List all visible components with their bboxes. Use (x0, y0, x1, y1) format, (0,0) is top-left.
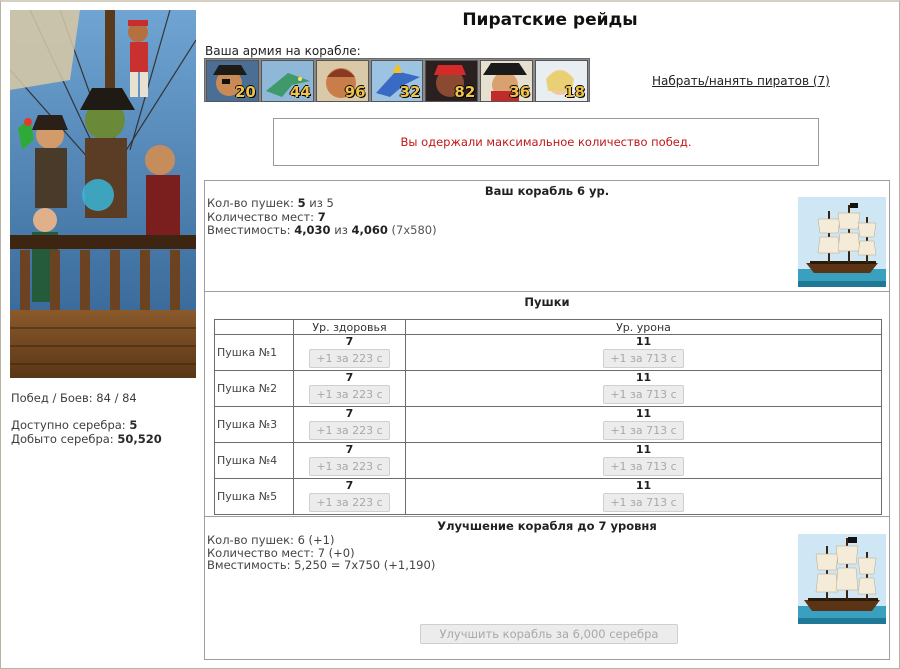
header-health: Ур. здоровья (294, 320, 406, 335)
table-row (215, 479, 882, 515)
upgrade-health-button[interactable]: +1 за 223 с (309, 457, 389, 476)
wins-battles-value: 84 / 84 (96, 391, 137, 405)
health-level: 7 (345, 479, 354, 492)
army-label: Ваша армия на корабле: (205, 44, 361, 58)
cannons-heading: Пушки (524, 295, 570, 309)
unit-slot[interactable] (371, 60, 424, 102)
silver-mined-line: Добыто серебра: 50,520 (11, 432, 162, 446)
table-row (215, 443, 882, 479)
upgrade-health-button[interactable]: +1 за 223 с (309, 349, 389, 368)
unit-count: 82 (454, 83, 476, 101)
page-title: Пиратские рейды (462, 10, 638, 30)
cannons-section (205, 292, 889, 517)
upgrade-health-button[interactable]: +1 за 223 с (309, 493, 389, 512)
health-level: 7 (345, 407, 354, 420)
unit-slot[interactable] (480, 60, 533, 102)
unit-slot[interactable] (425, 60, 478, 102)
ship-level-7-icon (798, 534, 886, 624)
battle-stats (11, 391, 162, 446)
cannons-count-line: Кол-во пушек: 5 из 5 (207, 196, 334, 210)
header-empty-cell (215, 320, 294, 335)
upgrade-cannons-line: Кол-во пушек: 6 (+1) (207, 533, 335, 547)
damage-level: 11 (635, 371, 652, 384)
ship-upgrade-section (205, 517, 889, 659)
upgrade-damage-button[interactable]: +1 за 713 с (603, 457, 683, 476)
health-level: 7 (345, 371, 354, 384)
upgrade-seats-line: Количество мест: 7 (+0) (207, 545, 355, 560)
upgrade-damage-button[interactable]: +1 за 713 с (603, 349, 683, 368)
ship-level-6-icon (798, 197, 886, 287)
table-row (215, 335, 882, 371)
hire-pirates-link[interactable]: Набрать/нанять пиратов (7) (652, 74, 830, 88)
pirate-crew-artwork (10, 10, 196, 378)
upgrade-health-button[interactable]: +1 за 223 с (309, 385, 389, 404)
current-ship-section (205, 181, 889, 292)
upgrade-capacity-line: Вместимость: 5,250 = 7x750 (+1,190) (207, 558, 436, 572)
unit-slot[interactable] (316, 60, 369, 102)
unit-count: 20 (234, 83, 256, 101)
silver-available-value: 5 (129, 418, 138, 432)
upgrade-damage-button[interactable]: +1 за 713 с (603, 493, 683, 512)
upgrade-ship-button[interactable]: Улучшить корабль за 6,000 серебра (420, 624, 678, 644)
damage-level: 11 (635, 443, 652, 456)
table-header-row (215, 320, 882, 335)
damage-level: 11 (635, 407, 652, 420)
unit-count: 96 (344, 83, 366, 101)
upgrade-heading: Улучшение корабля до 7 уровня (437, 519, 657, 533)
silver-available-line: Доступно серебра: 5 (11, 418, 138, 432)
unit-count: 36 (509, 83, 531, 101)
upgrade-damage-button[interactable]: +1 за 713 с (603, 385, 683, 404)
unit-count: 32 (399, 83, 421, 101)
unit-count: 44 (289, 83, 311, 101)
upgrade-health-button[interactable]: +1 за 223 с (309, 421, 389, 440)
ship-panel (204, 180, 890, 660)
cannon-name: Пушка №4 (215, 443, 294, 479)
unit-slot[interactable] (206, 60, 259, 102)
silver-mined-value: 50,520 (117, 432, 162, 446)
upgrade-damage-button[interactable]: +1 за 713 с (603, 421, 683, 440)
header-damage: Ур. урона (406, 320, 882, 335)
table-row (215, 407, 882, 443)
seats-count-line: Количество мест: 7 (207, 209, 326, 224)
health-level: 7 (345, 335, 354, 348)
unit-slot[interactable] (261, 60, 314, 102)
cannon-name: Пушка №5 (215, 479, 294, 515)
health-level: 7 (345, 443, 354, 456)
damage-level: 11 (635, 479, 652, 492)
upgrade-info (207, 534, 435, 572)
wins-battles-line: Побед / Боев: 84 / 84 (11, 391, 137, 405)
damage-level: 11 (635, 335, 652, 348)
capacity-line: Вместимость: 4,030 из 4,060 (7x580) (207, 223, 437, 237)
cannon-name: Пушка №3 (215, 407, 294, 443)
unit-slot[interactable] (535, 60, 588, 102)
current-ship-heading: Ваш корабль 6 ур. (484, 184, 610, 198)
current-ship-info (207, 197, 437, 238)
cannon-name: Пушка №1 (215, 335, 294, 371)
unit-count: 18 (564, 83, 586, 101)
max-wins-notice: Вы одержали максимальное количество побед. (273, 118, 819, 166)
cannons-table (214, 319, 882, 515)
army-units-bar (204, 58, 590, 102)
cannon-name: Пушка №2 (215, 371, 294, 407)
table-row (215, 371, 882, 407)
